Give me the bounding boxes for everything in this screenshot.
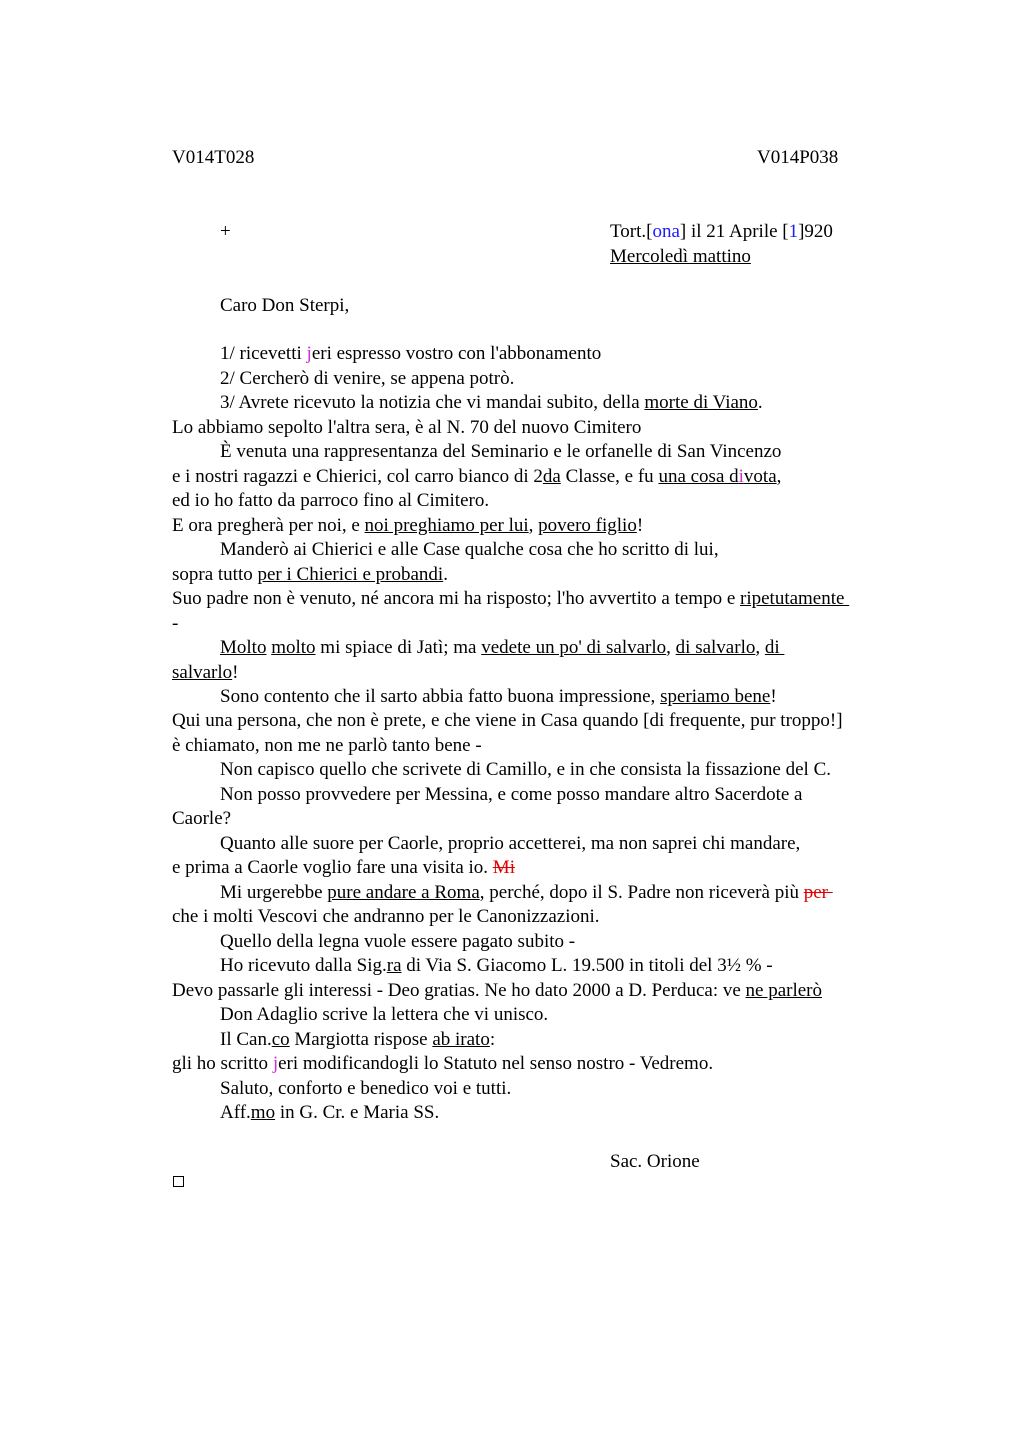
dateline-place-date (610, 220, 833, 244)
body-line: Saluto, conforto e benedico voi e tutti. (220, 1078, 512, 1099)
date-text: ] il 21 Aprile [ (679, 221, 789, 242)
body-line: Quanto alle suore per Caorle, proprio accetterei, ma non saprei chi mandare, (220, 833, 801, 854)
year-editorial-insert: 1 (788, 221, 799, 242)
place-text: Tort.[ (610, 221, 653, 242)
closing-line: Aff.mo in G. Cr. e Maria SS. (220, 1102, 440, 1123)
body-line: Manderò ai Chierici e alle Case qualche cosa che ho scritto di lui, (220, 539, 719, 560)
deleted-word: Mi (492, 857, 515, 878)
body-line: - (172, 613, 179, 634)
body-line: E ora pregherà per noi, e noi preghiamo per lui, povero figlio! (172, 515, 644, 536)
body-line: Devo passarle gli interessi - Deo gratias. Ne ho dato 2000 a D. Perduca: ve ne parlerò (172, 980, 823, 1001)
salutation: Caro Don Sterpi, (220, 295, 350, 316)
cross-symbol: + (220, 221, 231, 242)
body-line: sopra tutto per i Chierici e probandi. (172, 564, 448, 585)
body-line: 1/ ricevetti jeri espresso vostro con l'abbonamento (220, 343, 602, 364)
deleted-word: per (803, 882, 833, 903)
body-line: Sono contento che il sarto abbia fatto buona impressione, speriamo bene! (220, 686, 777, 707)
body-line: Non capisco quello che scrivete di Camillo, e in che consista la fissazione del C. (220, 759, 831, 780)
year-text: ]920 (798, 221, 833, 242)
body-line: Caorle? (172, 808, 232, 829)
body-line: Il Can.co Margiotta rispose ab irato: (220, 1029, 496, 1050)
body-line: Non posso provvedere per Messina, e come posso mandare altro Sacerdote a (220, 784, 803, 805)
body-line: è chiamato, non me ne parlò tanto bene - (172, 735, 482, 756)
end-box-icon (173, 1176, 184, 1187)
body-line: È venuta una rappresentanza del Seminario e le orfanelle di San Vincenzo (220, 441, 782, 462)
body-line: Mi urgerebbe pure andare a Roma, perché, dopo il S. Padre non riceverà più per (220, 882, 833, 903)
body-line: ed io ho fatto da parroco fino al Cimitero. (172, 490, 490, 511)
body-line: Ho ricevuto dalla Sig.ra di Via S. Giacomo L. 19.500 in titoli del 3½ % - (220, 955, 773, 976)
body-line: che i molti Vescovi che andranno per le Canonizzazioni. (172, 906, 600, 927)
document-code-right: V014P038 (757, 147, 839, 168)
body-line: 2/ Cercherò di venire, se appena potrò. (220, 368, 515, 389)
document-code-left: V014T028 (172, 147, 255, 168)
body-line: Qui una persona, che non è prete, e che viene in Casa quando [di frequente, pur troppo!] (172, 710, 843, 731)
body-line: Don Adaglio scrive la lettera che vi unisco. (220, 1004, 549, 1025)
body-line: gli ho scritto jeri modificandogli lo Statuto nel senso nostro - Vedremo. (172, 1053, 714, 1074)
body-line: 3/ Avrete ricevuto la notizia che vi mandai subito, della morte di Viano. (220, 392, 763, 413)
body-line: e i nostri ragazzi e Chierici, col carro bianco di 2da Classe, e fu una cosa divota, (172, 466, 782, 487)
body-line: Molto molto mi spiace di Jatì; ma vedete un po' di salvarlo, di salvarlo, di (220, 637, 785, 658)
signature: Sac. Orione (610, 1151, 700, 1172)
body-line: e prima a Caorle voglio fare una visita io. Mi (172, 857, 515, 878)
body-line: Lo abbiamo sepolto l'altra sera, è al N. 70 del nuovo Cimitero (172, 417, 642, 438)
body-line: salvarlo! (172, 662, 239, 683)
place-editorial-insert: ona (652, 221, 680, 242)
body-line: Quello della legna vuole essere pagato subito - (220, 931, 576, 952)
dateline-weekday: Mercoledì mattino (610, 246, 751, 267)
body-line: Suo padre non è venuto, né ancora mi ha risposto; l'ho avvertito a tempo e ripetutamente (172, 588, 850, 609)
